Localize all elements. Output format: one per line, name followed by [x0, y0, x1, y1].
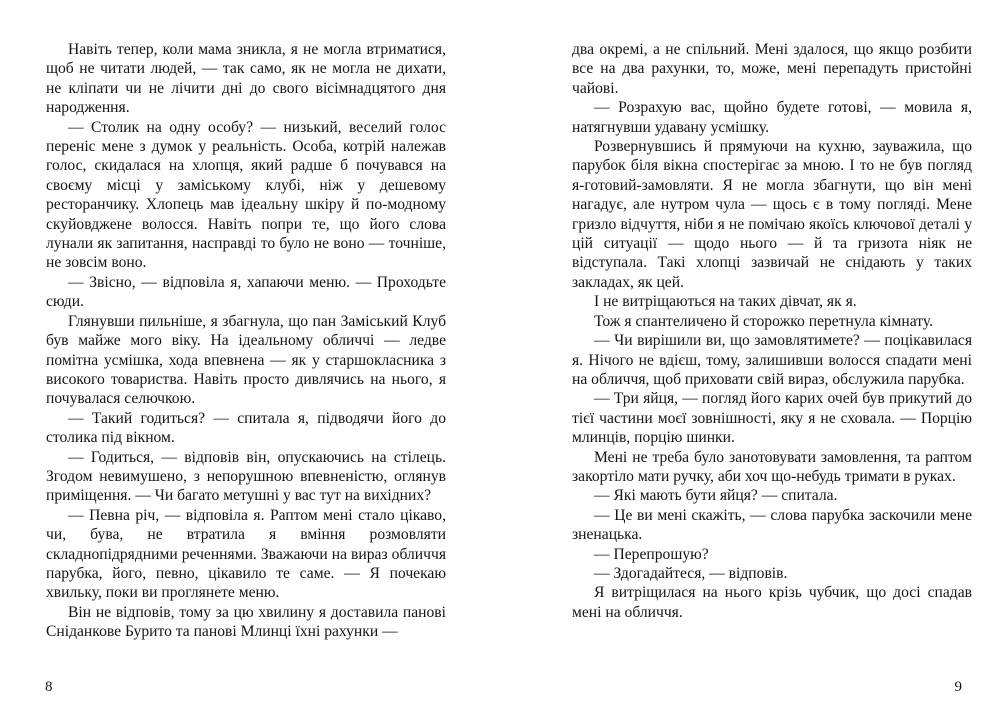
paragraph: — Перепрошую?: [594, 545, 709, 563]
paragraph: два окремі, а не спільний. Мені здалося, що якщо розбити все на два рахунки, то, може, мені перепадуть пристойні чайові.: [572, 41, 972, 97]
paragraph: Він не відповів, тому за цю хвилину я доставила панові Сніданкове Бурито та панові Млинці їхні рахунки —: [46, 603, 446, 641]
paragraph: — Певна річ, — відповіла я. Раптом мені стало цікаво, чи, бува, не втратила я вміння розмовляти складнопідрядними реченнями. Зважаючи на вираз обличчя парубка, його, певно, цікавило те саме. — Я почекаю хвильку, поки ви проглянете меню.: [46, 506, 446, 602]
page-number-right: 9: [954, 679, 962, 695]
paragraph: Я витріщилася на нього крізь чубчик, що досі спадав мені на обличчя.: [572, 584, 972, 621]
paragraph: — Чи вирішили ви, що замовлятимете? — поцікавилася я. Нічого не вдієш, тому, залишивши волосся спадати мені на обличчя, щоб приховати свій вираз, обслужила парубка.: [572, 332, 972, 388]
paragraph: І не витріщаються на таких дівчат, як я.: [594, 293, 857, 311]
paragraph: Розвернувшись й прямуючи на кухню, зауважила, що парубок біля вікна спостерігає за мною. І то не був погляд я-готовий-замовляти. Я не могла збагнути, що він мені нагадує, але нутром чула — щось є в тому погляді. Мене гризло відчуття, ніби я не помічаю якоїсь ключової деталі у цій ситуації — щодо нього — й та гризота ніяк не відступала. Такі хлопці зазвичай не снідають у таких закладах, як цей.: [572, 138, 972, 291]
paragraph: — Три яйця, — погляд його карих очей був прикутий до тієї частини моєї зовнішності, яку я не сховала. — Порцію млинців, порцію шинки.: [572, 390, 972, 447]
paragraph: — Годиться, — відповів він, опускаючись на стілець. Згодом невимушено, з непорушною впевненістю, оглянув приміщення. — Чи багато метушні у вас тут на вихідних?: [46, 448, 446, 505]
right-page: [572, 40, 972, 622]
paragraph: Навіть тепер, коли мама зникла, я не могла втриматися, щоб не читати людей, — так само, як не могла не дихати, не кліпати чи не лічити дні до свого вісімнадцятого дня народження.: [46, 41, 446, 117]
paragraph: Глянувши пильніше, я збагнула, що пан Заміський Клуб був майже мого віку. На ідеальному обличчі — ледве помітна усмішка, хода впевнена — як у старшокласника з високого товариства. Навіть просто дивлячись на нього, я почувалася селючкою.: [46, 312, 446, 408]
paragraph: — Столик на одну особу? — низький, веселий голос переніс мене з думок у реальність. Особа, котрій належав голос, скидалася на хлопця, який радше б почувався на своєму місці у заміському клубі, ніж у дешевому ресторанчику. Хлопець мав ідеальну шкіру й по-модному скуйовджене волосся. Навіть попри те, що його слова лунали як запитання, насправді то було не воно — точніше, не зовсім воно.: [46, 118, 446, 272]
paragraph: — Звісно, — відповіла я, хапаючи меню. — Проходьте сюди.: [46, 273, 446, 311]
paragraph: — Здогадайтеся, — відповів.: [594, 564, 788, 582]
paragraph: Тож я спантеличено й сторожко перетнула кімнату.: [594, 312, 933, 330]
left-page: [46, 40, 446, 642]
paragraph: — Розрахую вас, щойно будете готові, — мовила я, натягнувши удавану усмішку.: [572, 99, 972, 136]
paragraph: — Це ви мені скажіть, — слова парубка заскочили мене зненацька.: [572, 506, 972, 544]
paragraph: — Такий годиться? — спитала я, підводячи його до столика під вікном.: [46, 409, 446, 447]
paragraph: — Які мають бути яйця? — спитала.: [594, 487, 838, 505]
page-number-left: 8: [45, 679, 53, 695]
paragraph: Мені не треба було занотовувати замовлення, та раптом закортіло мати ручку, аби хоч що-небудь тримати в руках.: [572, 448, 972, 485]
